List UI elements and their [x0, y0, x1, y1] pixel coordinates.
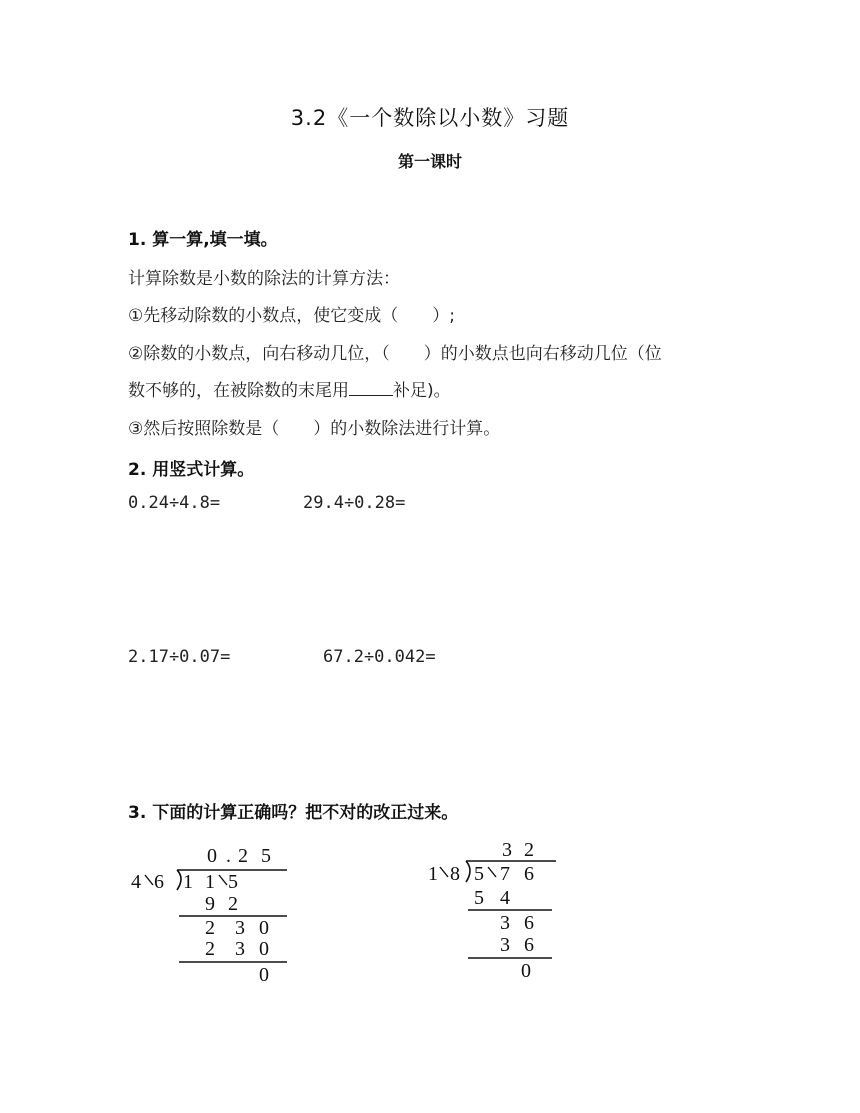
page-title: 3.2《一个数除以小数》习题	[290, 106, 570, 130]
long-division-left	[125, 838, 300, 993]
dividend-digit: 1	[205, 871, 215, 893]
quotient-digit: 3	[502, 839, 512, 861]
quotient-digit: 2	[524, 839, 534, 861]
product-digit: 3	[500, 934, 510, 956]
remainder-digit: 6	[524, 912, 534, 934]
division-bracket	[177, 870, 181, 890]
dividend-digit: 5	[228, 871, 238, 893]
dividend-digit: 7	[500, 863, 510, 885]
fill-blank[interactable]	[349, 381, 393, 396]
remainder-digit: 2	[205, 917, 215, 939]
q2-expression-2: 29.4÷0.28=	[303, 493, 406, 513]
product-digit: 9	[205, 893, 215, 915]
q1-intro: 计算除数是小数的除法的计算方法：	[128, 269, 400, 289]
dividend-digit: 6	[524, 863, 534, 885]
divisor-digit: 4	[131, 871, 141, 893]
divisor-digit: 6	[154, 871, 164, 893]
decimal-move-mark	[145, 875, 153, 885]
q1-item-2-line-2	[128, 376, 451, 401]
product-digit: 2	[205, 938, 215, 960]
decimal-move-mark	[219, 875, 227, 885]
product-digit: 3	[235, 938, 245, 960]
product-digit: 4	[500, 887, 510, 909]
q1-heading: 1. 算一算,填一填。	[128, 230, 278, 250]
product-digit: 5	[474, 887, 484, 909]
dividend-digit: 1	[183, 871, 193, 893]
decimal-move-mark	[488, 867, 496, 877]
q2-heading: 2. 用竖式计算。	[128, 460, 255, 480]
q1-item-2-line-1: ②除数的小数点，向右移动几位，（ ）的小数点也向右移动几位（位	[128, 344, 662, 364]
product-digit: 6	[524, 934, 534, 956]
remainder-digit: 3	[235, 917, 245, 939]
division-bracket	[466, 861, 470, 882]
remainder-digit: 3	[500, 912, 510, 934]
final-remainder: 0	[259, 964, 269, 986]
q1-item-2-line-2-end: 补足)。	[393, 381, 451, 401]
quotient-digit: 5	[261, 845, 271, 867]
q2-expression-4: 67.2÷0.042=	[323, 647, 436, 667]
long-division-right	[420, 832, 570, 992]
q2-expression-1: 0.24÷4.8=	[128, 493, 221, 513]
q3-heading: 3. 下面的计算正确吗？把不对的改正过来。	[128, 803, 459, 823]
dividend-digit: 5	[474, 863, 484, 885]
divisor-digit: 8	[450, 863, 460, 885]
q1-item-3: ③然后按照除数是（ ）的小数除法进行计算。	[128, 419, 501, 439]
page-subtitle: 第一课时	[397, 152, 462, 171]
remainder-digit: 0	[259, 917, 269, 939]
final-remainder: 0	[521, 960, 531, 982]
q1-item-2-line-2-text: 数不够的，在被除数的末尾用	[128, 381, 349, 401]
quotient-digit: 2	[238, 845, 248, 867]
product-digit: 2	[228, 893, 238, 915]
q1-item-1: ①先移动除数的小数点，使它变成（ ）;	[128, 306, 455, 326]
decimal-move-mark	[440, 867, 448, 877]
product-digit: 0	[259, 938, 269, 960]
q2-expression-3: 2.17÷0.07=	[128, 647, 231, 667]
quotient-digit: .	[226, 845, 231, 867]
quotient-digit: 0	[207, 845, 217, 867]
divisor-digit: 1	[428, 863, 438, 885]
